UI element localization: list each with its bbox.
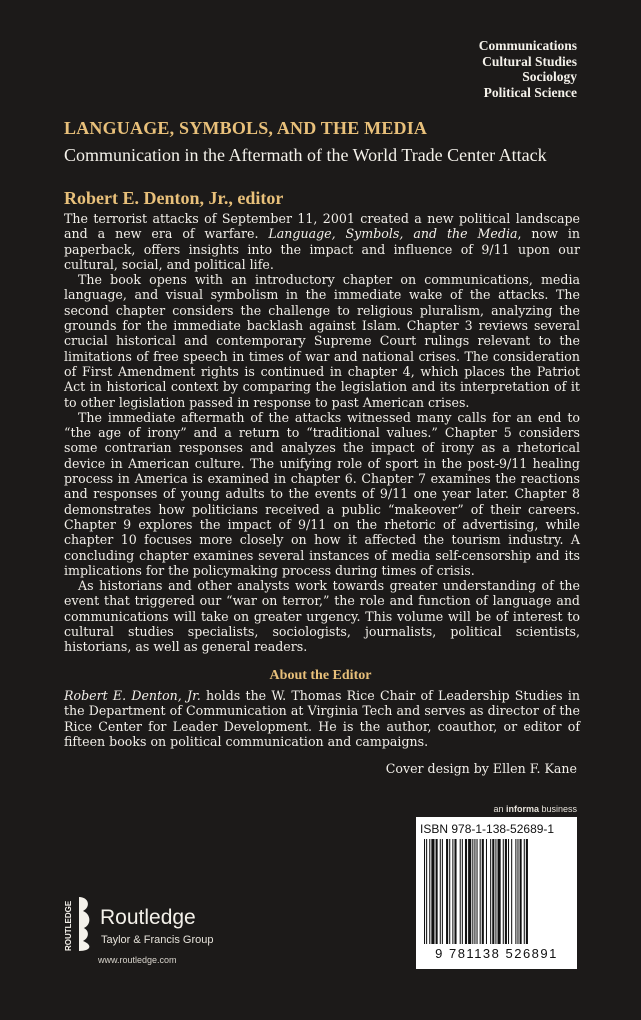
cover-credit: Cover design by Ellen F. Kane <box>385 761 577 776</box>
logo-mark-text: ROUTLEDGE <box>64 900 73 951</box>
subject-categories <box>479 38 577 100</box>
barcode-bar <box>452 839 453 944</box>
barcode-bar <box>482 839 484 944</box>
barcode-bar <box>492 839 494 944</box>
publisher-url[interactable]: www.routledge.com <box>98 955 177 965</box>
barcode-bar <box>526 839 528 944</box>
barcode-bar <box>431 839 434 944</box>
barcode-bar <box>440 839 441 944</box>
about-heading: About the Editor <box>269 668 372 683</box>
blurb-paragraph-3: The immediate aftermath of the attacks witnessed many calls for an end to “the age of irony” and a return to “traditional values.” Chapter 5 considers some contrarian responses and analyzes the impact of irony as a rhetorical device in American culture. The unifying role of sport in the post-9/11 healing process in America is examined in chapter 6. Chapter 7 examines the reactions and responses of young adults to the events of 9/11 one year later. Chapter 8 demonstrates how politicians received a public “makeover” of their careers. Chapter 9 explores the impact of 9/11 on the rhetoric of advertising, while chapter 10 focuses more closely on how it affected the tourism industry. A concluding chapter examines several instances of media self-censorship and its implications for the policymaking process during times of crisis. <box>64 409 580 578</box>
barcode-bar <box>460 839 461 944</box>
barcode-bar <box>505 839 507 944</box>
book-subtitle: Communication in the Aftermath of the World Trade Center Attack <box>64 145 547 165</box>
routledge-logo-icon <box>63 893 93 953</box>
barcode-bar <box>429 839 430 944</box>
informa-prefix: an <box>493 804 506 814</box>
book-title: LANGUAGE, SYMBOLS, AND THE MEDIA <box>64 118 428 138</box>
barcode-bar <box>520 839 522 944</box>
barcode-number: 9 781138 526891 <box>435 946 558 961</box>
barcode-bar <box>508 839 509 944</box>
barcode-bar <box>468 839 471 944</box>
blurb-paragraph-1: The terrorist attacks of September 11, 2001 created a new political landscape and a new era of warfare. Language, Symbols, and the Media, now in paperback, offers insights into the impact and influence of 9/11 upon our cultural, social, and political life. <box>64 211 580 272</box>
barcode-bar <box>524 839 525 944</box>
barcode-bar <box>495 839 496 944</box>
barcode-bar <box>472 839 473 944</box>
publisher-name: Routledge <box>100 906 196 929</box>
barcode-bar <box>426 839 427 944</box>
barcode-bar <box>462 839 463 944</box>
barcode-bar <box>454 839 456 944</box>
blurb <box>64 211 580 655</box>
category-communications: Communications <box>478 38 577 53</box>
barcode-bar <box>517 839 518 944</box>
barcode-bar <box>436 839 438 944</box>
barcode-bar <box>515 839 516 944</box>
informa-tagline <box>493 804 577 814</box>
barcode-bar <box>442 839 443 944</box>
blurb-paragraph-4: As historians and other analysts work towards greater understanding of the event that triggered our “war on terror,” the role and function of language and communications will take on greater urgency. This volume will be of interest to cultural studies specialists, sociologists, journalists, political scientists, historians, as well as general readers. <box>64 578 580 655</box>
barcode-bar <box>474 839 475 944</box>
barcode-bar <box>446 839 448 944</box>
barcode-bar <box>449 839 450 944</box>
barcode-bar <box>511 839 512 944</box>
about-editor-text <box>64 688 580 749</box>
barcode-bar <box>477 839 478 944</box>
isbn-label: ISBN 978-1-138-52689-1 <box>420 822 555 836</box>
barcode-bar <box>480 839 481 944</box>
informa-brand: informa <box>505 804 539 814</box>
about-editor-name: Robert E. Denton, Jr. <box>64 688 201 703</box>
blurb-paragraph-2: The book opens with an introductory chapter on communications, media language, and visual symbolism in the immediate wake of the attacks. The second chapter considers the challenge to religious pluralism, analyzing the grounds for the immediate backlash against Islam. Chapter 3 reviews several crucial historical and contemporary Supreme Court rulings relevant to the limitations of free speech in times of war and national crises. The consideration of First Amendment rights is continued in chapter 4, which places the Patriot Act in historical context by comparing the legislation and its interpretation of it to other legislation passed in response to past American crises. <box>64 272 580 410</box>
isbn-barcode <box>416 817 577 969</box>
barcode-bar <box>490 839 491 944</box>
category-sociology: Sociology <box>522 69 577 84</box>
barcode-bar <box>503 839 504 944</box>
barcode-bar <box>465 839 467 944</box>
informa-suffix: business <box>538 804 577 814</box>
barcode-bar <box>486 839 487 944</box>
category-political-science: Political Science <box>483 84 577 100</box>
barcode-bar <box>498 839 501 944</box>
book-editor: Robert E. Denton, Jr., editor <box>64 188 284 208</box>
about-editor-bio: holds the W. Thomas Rice Chair of Leadership Studies in the Department of Communication at Virginia Tech and serves as director of the Rice Center for Leader Development. He is the author, coauthor, or editor of fifteen books on political communication and campaigns. <box>64 688 580 749</box>
barcode-bar <box>424 839 425 944</box>
publisher-group: Taylor & Francis Group <box>101 934 214 946</box>
category-cultural-studies: Cultural Studies <box>482 53 577 69</box>
barcode-bars <box>422 839 571 944</box>
